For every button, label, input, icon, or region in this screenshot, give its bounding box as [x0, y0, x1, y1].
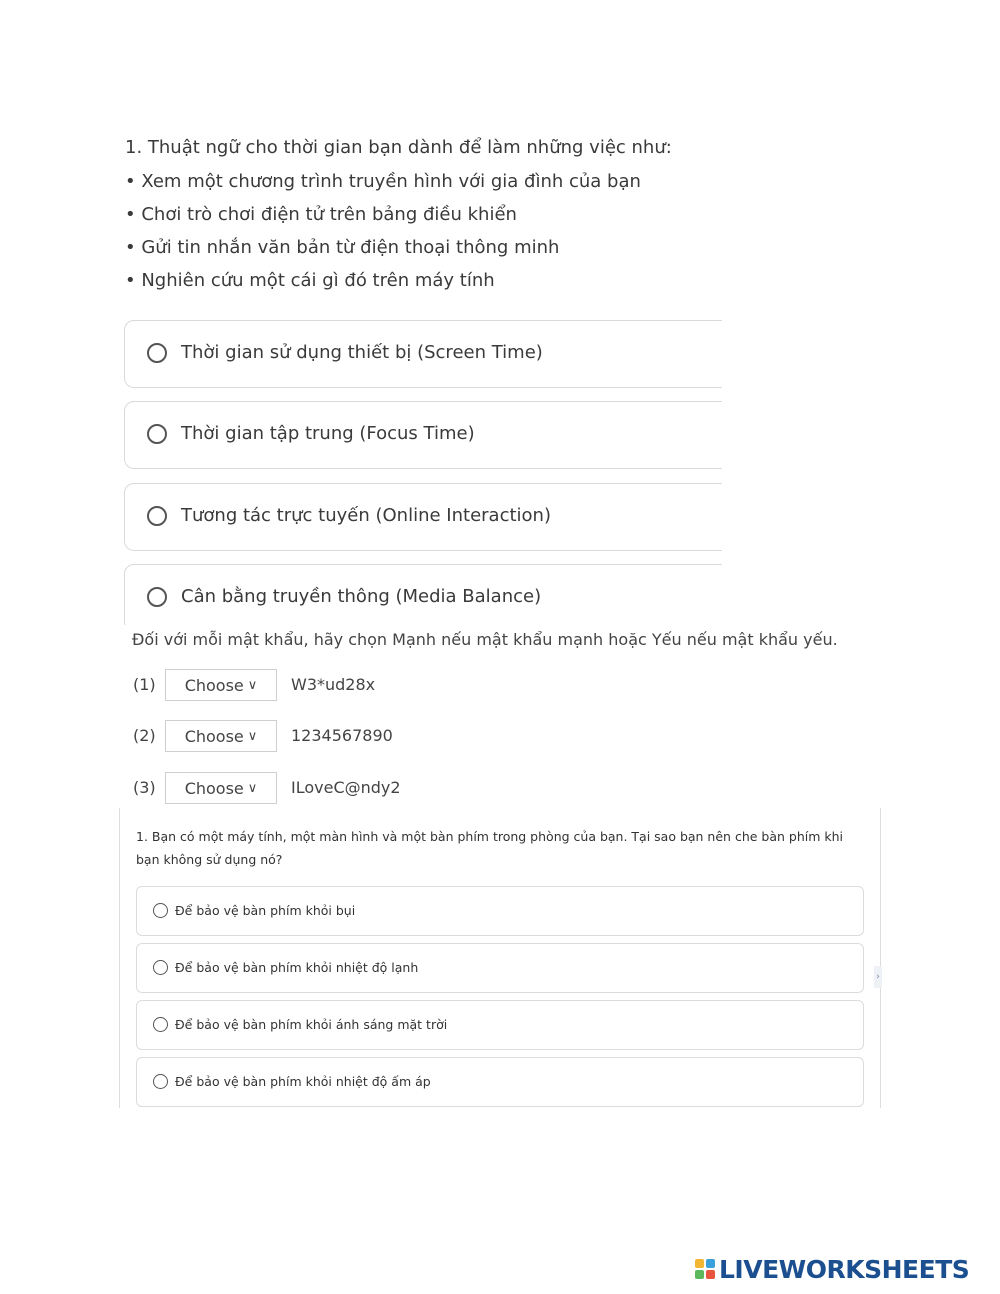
question-1-options — [0, 310, 722, 625]
radio-icon[interactable] — [147, 343, 167, 363]
chevron-down-icon: ∨ — [247, 677, 258, 693]
chevron-down-icon: ∨ — [247, 728, 258, 744]
password-value-1: W3*ud28x — [291, 675, 376, 694]
question-1-title: 1. Thuật ngữ cho thời gian bạn dành để làm những việc như: — [125, 137, 672, 158]
chevron-right-icon[interactable]: › — [874, 966, 882, 988]
radio-icon[interactable] — [147, 506, 167, 526]
radio-icon[interactable] — [147, 424, 167, 444]
option-label: Tương tác trực tuyến (Online Interaction) — [181, 505, 551, 526]
option-label: Để bảo vệ bàn phím khỏi nhiệt độ ấm áp — [175, 1074, 431, 1089]
question-1-bullet-4: • Nghiên cứu một cái gì đó trên máy tính — [125, 270, 495, 291]
radio-icon[interactable] — [153, 903, 168, 918]
password-number-1: (1) — [133, 675, 156, 694]
option-label: Để bảo vệ bàn phím khỏi nhiệt độ lạnh — [175, 960, 419, 975]
option-warm[interactable] — [136, 1057, 864, 1107]
option-focus-time[interactable] — [124, 401, 722, 469]
logo-blocks-icon — [695, 1259, 715, 1279]
password-number-3: (3) — [133, 778, 156, 797]
option-dust[interactable] — [136, 886, 864, 936]
password-number-2: (2) — [133, 726, 156, 745]
radio-icon[interactable] — [153, 1017, 168, 1032]
option-media-balance[interactable] — [124, 564, 722, 625]
question-1-bullet-1: • Xem một chương trình truyền hình với gia đình của bạn — [125, 171, 641, 192]
logo-text: LIVEWORKSHEETS — [719, 1254, 970, 1284]
option-label: Thời gian tập trung (Focus Time) — [181, 423, 475, 444]
option-label: Cân bằng truyền thông (Media Balance) — [181, 586, 542, 607]
option-screen-time[interactable] — [124, 320, 722, 388]
liveworksheets-logo — [695, 1253, 969, 1285]
dropdown-label: Choose — [184, 726, 244, 746]
question-1-bullet-2: • Chơi trò chơi điện tử trên bảng điều khiển — [125, 204, 517, 225]
option-sunlight[interactable] — [136, 1000, 864, 1050]
choose-dropdown-3[interactable] — [165, 772, 277, 804]
choose-dropdown-2[interactable] — [165, 720, 277, 752]
radio-icon[interactable] — [153, 960, 168, 975]
password-value-3: ILoveC@ndy2 — [291, 778, 401, 797]
option-label: Để bảo vệ bàn phím khỏi ánh sáng mặt trời — [175, 1017, 448, 1032]
option-label: Để bảo vệ bàn phím khỏi bụi — [175, 903, 356, 918]
dropdown-label: Choose — [184, 778, 244, 798]
password-value-2: 1234567890 — [291, 726, 393, 745]
choose-dropdown-1[interactable] — [165, 669, 277, 701]
question-1-bullet-3: • Gửi tin nhắn văn bản từ điện thoại thông minh — [125, 237, 560, 258]
option-label: Thời gian sử dụng thiết bị (Screen Time) — [181, 342, 543, 363]
chevron-down-icon: ∨ — [247, 780, 258, 796]
option-online-interaction[interactable] — [124, 483, 722, 551]
password-instruction: Đối với mỗi mật khẩu, hãy chọn Mạnh nếu mật khẩu mạnh hoặc Yếu nếu mật khẩu yếu. — [132, 630, 838, 649]
radio-icon[interactable] — [153, 1074, 168, 1089]
dropdown-label: Choose — [184, 675, 244, 695]
option-cold[interactable] — [136, 943, 864, 993]
question-3-text: 1. Bạn có một máy tính, một màn hình và một bàn phím trong phòng của bạn. Tại sao bạn nên che bàn phím khi bạn không sử dụng nó? — [136, 829, 844, 867]
radio-icon[interactable] — [147, 587, 167, 607]
